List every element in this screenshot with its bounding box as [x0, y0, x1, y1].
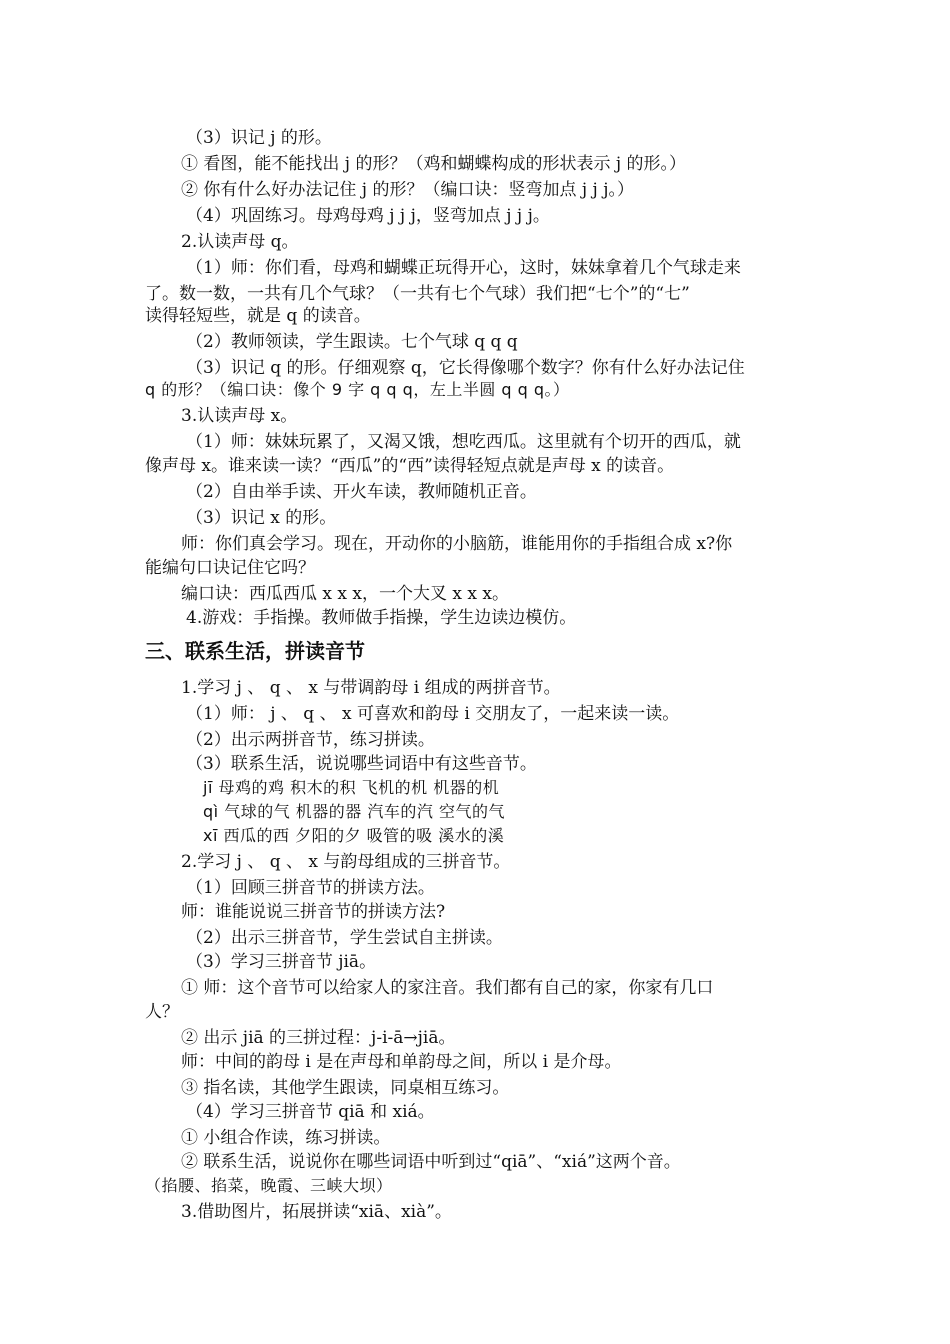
- text-line: （2）自由举手读、开火车读，教师随机正音。: [186, 482, 537, 502]
- text-line: ① 小组合作读，练习拼读。: [181, 1128, 391, 1148]
- text-line: ② 你有什么好办法记住 j 的形？（编口诀：竖弯加点 j j j。）: [181, 180, 635, 200]
- text-line: 1.学习 j 、 q 、 x 与带调韵母 i 组成的两拼音节。: [181, 678, 561, 698]
- text-line: 编口诀：西瓜西瓜 x x x，一个大叉 x x x。: [181, 584, 509, 604]
- text-line: 3.借助图片，拓展拼读“xiā、xià”。: [181, 1202, 452, 1222]
- text-line: 4.游戏：手指操。教师做手指操，学生边读边模仿。: [186, 608, 577, 628]
- text-line: 2.学习 j 、 q 、 x 与韵母组成的三拼音节。: [181, 852, 511, 872]
- text-line: 2.认读声母 q。: [181, 232, 299, 252]
- text-line: （3）学习三拼音节 jiā。: [186, 952, 377, 972]
- text-line: （2）出示两拼音节，练习拼读。: [186, 730, 435, 750]
- text-line: 师：谁能说说三拼音节的拼读方法?: [181, 902, 446, 922]
- text-line: 了。数一数，一共有几个气球？（一共有七个气球）我们把“七个”的“七”: [145, 284, 690, 304]
- text-line: 像声母 x。谁来读一读？“西瓜”的“西”读得轻短点就是声母 x 的读音。: [145, 456, 675, 476]
- text-line: 师：中间的韵母 i 是在声母和单韵母之间，所以 i 是介母。: [181, 1052, 622, 1072]
- text-line: q 的形？（编口诀：像个 9 字 q q q，左上半圆 q q q。）: [145, 380, 570, 399]
- text-line: ① 师：这个音节可以给家人的家注音。我们都有自己的家，你家有几口: [181, 978, 714, 998]
- text-line: （1）师：妹妹玩累了，又渴又饿，想吃西瓜。这里就有个切开的西瓜，就: [186, 432, 741, 452]
- text-line: 读得轻短些，就是 q 的读音。: [145, 306, 371, 326]
- text-line: 师：你们真会学习。现在，开动你的小脑筋，谁能用你的手指组合成 x?你: [181, 534, 733, 554]
- text-line: ③ 指名读，其他学生跟读，同桌相互练习。: [181, 1078, 510, 1098]
- text-line: （3）识记 x 的形。: [186, 508, 337, 528]
- text-line: 人？: [145, 1002, 179, 1022]
- text-line: （3）联系生活，说说哪些词语中有这些音节。: [186, 754, 537, 774]
- text-line: （3）识记 j 的形。: [186, 128, 332, 148]
- text-line: （掐腰、掐菜，晚霞、三峡大坝）: [145, 1176, 393, 1195]
- text-line: （2）出示三拼音节，学生尝试自主拼读。: [186, 928, 503, 948]
- text-line: （4）巩固练习。母鸡母鸡 j j j，竖弯加点 j j j。: [186, 206, 550, 226]
- text-line: 3.认读声母 x。: [181, 406, 298, 426]
- syllable-row: xī 西瓜的西 夕阳的夕 吸管的吸 溪水的溪: [203, 826, 505, 845]
- syllable-row: jī 母鸡的鸡 积木的积 飞机的机 机器的机: [203, 778, 500, 797]
- section-heading: 三、联系生活，拼读音节: [145, 639, 365, 663]
- text-line: （1）师： j 、 q 、 x 可喜欢和韵母 i 交朋友了，一起来读一读。: [186, 704, 680, 724]
- text-line: （3）识记 q 的形。仔细观察 q，它长得像哪个数字？你有什么好办法记住: [186, 358, 745, 378]
- text-line: （1）师：你们看，母鸡和蝴蝶正玩得开心，这时，妹妹拿着几个气球走来: [186, 258, 741, 278]
- text-line: （1）回顾三拼音节的拼读方法。: [186, 878, 435, 898]
- text-line: ① 看图，能不能找出 j 的形？（鸡和蝴蝶构成的形状表示 j 的形。）: [181, 154, 687, 174]
- text-line: （4）学习三拼音节 qiā 和 xiá。: [186, 1102, 435, 1122]
- text-line: ② 联系生活，说说你在哪些词语中听到过“qiā”、“xiá”这两个音。: [181, 1152, 681, 1172]
- text-line: ② 出示 jiā 的三拼过程：j-i-ā→jiā。: [181, 1028, 456, 1048]
- text-line: （2）教师领读，学生跟读。七个气球 q q q: [186, 332, 518, 352]
- syllable-row: qì 气球的气 机器的器 汽车的汽 空气的气: [203, 802, 505, 821]
- text-line: 能编句口诀记住它吗？: [145, 558, 315, 578]
